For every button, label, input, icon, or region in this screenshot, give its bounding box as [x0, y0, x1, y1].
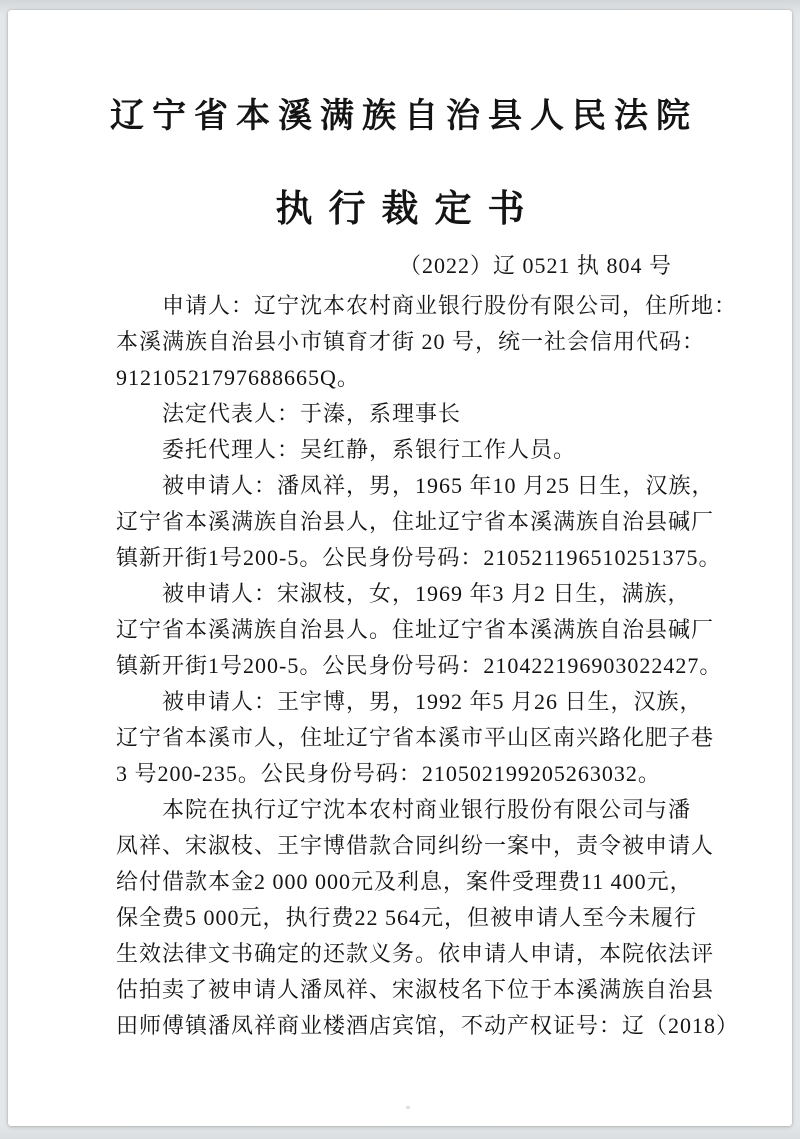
court-name: 辽宁省本溪满族自治县人民法院 — [110, 98, 698, 135]
document-body — [116, 288, 740, 1044]
body-line: 被申请人：宋淑枝，女，1969 年3 月2 日生，满族， — [162, 581, 691, 606]
case-number: （2022）辽 0521 执 804 号 — [398, 253, 672, 278]
body-line: 镇新开街1号200-5。公民身份号码：210422196903022427。 — [116, 653, 723, 678]
body-line: 保全费5 000元，执行费22 564元，但被申请人至今未履行 — [116, 905, 698, 930]
body-line: 镇新开街1号200-5。公民身份号码：210521196510251375。 — [116, 545, 722, 570]
body-line: 辽宁省本溪满族自治县人，住址辽宁省本溪满族自治县碱厂 — [116, 509, 715, 534]
body-line: 辽宁省本溪市人，住址辽宁省本溪市平山区南兴路化肥子巷 — [116, 725, 715, 750]
document-title: 执行裁定书 — [275, 189, 541, 230]
body-line: 委托代理人：吴红静，系银行工作人员。 — [162, 437, 577, 462]
body-line: 3 号200-235。公民身份号码：210502199205263032。 — [116, 761, 661, 786]
scan-speck — [406, 1106, 410, 1109]
body-line: 给付借款本金2 000 000元及利息，案件受理费11 400元， — [116, 869, 693, 894]
body-line: 91210521797688665Q。 — [116, 365, 360, 390]
body-line: 生效法律文书确定的还款义务。依申请人申请，本院依法评 — [116, 941, 715, 966]
scan-speck — [400, 406, 404, 410]
body-line: 被申请人：潘凤祥，男，1965 年10 月25 日生，汉族， — [162, 473, 715, 498]
body-line: 田师傅镇潘凤祥商业楼酒店宾馆，不动产权证号：辽（2018） — [116, 1013, 740, 1038]
court-document-page — [8, 10, 792, 1126]
body-line: 申请人：辽宁沈本农村商业银行股份有限公司，住所地： — [162, 293, 738, 318]
body-line: 凤祥、宋淑枝、王宇博借款合同纠纷一案中，责令被申请人 — [116, 833, 715, 858]
body-line: 本溪满族自治县小市镇育才街 20 号，统一社会信用代码： — [116, 329, 706, 354]
body-line: 估拍卖了被申请人潘凤祥、宋淑枝名下位于本溪满族自治县 — [116, 977, 715, 1002]
body-line: 辽宁省本溪满族自治县人。住址辽宁省本溪满族自治县碱厂 — [116, 617, 715, 642]
body-line: 法定代表人：于溱，系理事长 — [162, 401, 462, 426]
body-line: 本院在执行辽宁沈本农村商业银行股份有限公司与潘 — [162, 797, 692, 822]
body-line: 被申请人：王宇博，男，1992 年5 月26 日生，汉族， — [162, 689, 703, 714]
